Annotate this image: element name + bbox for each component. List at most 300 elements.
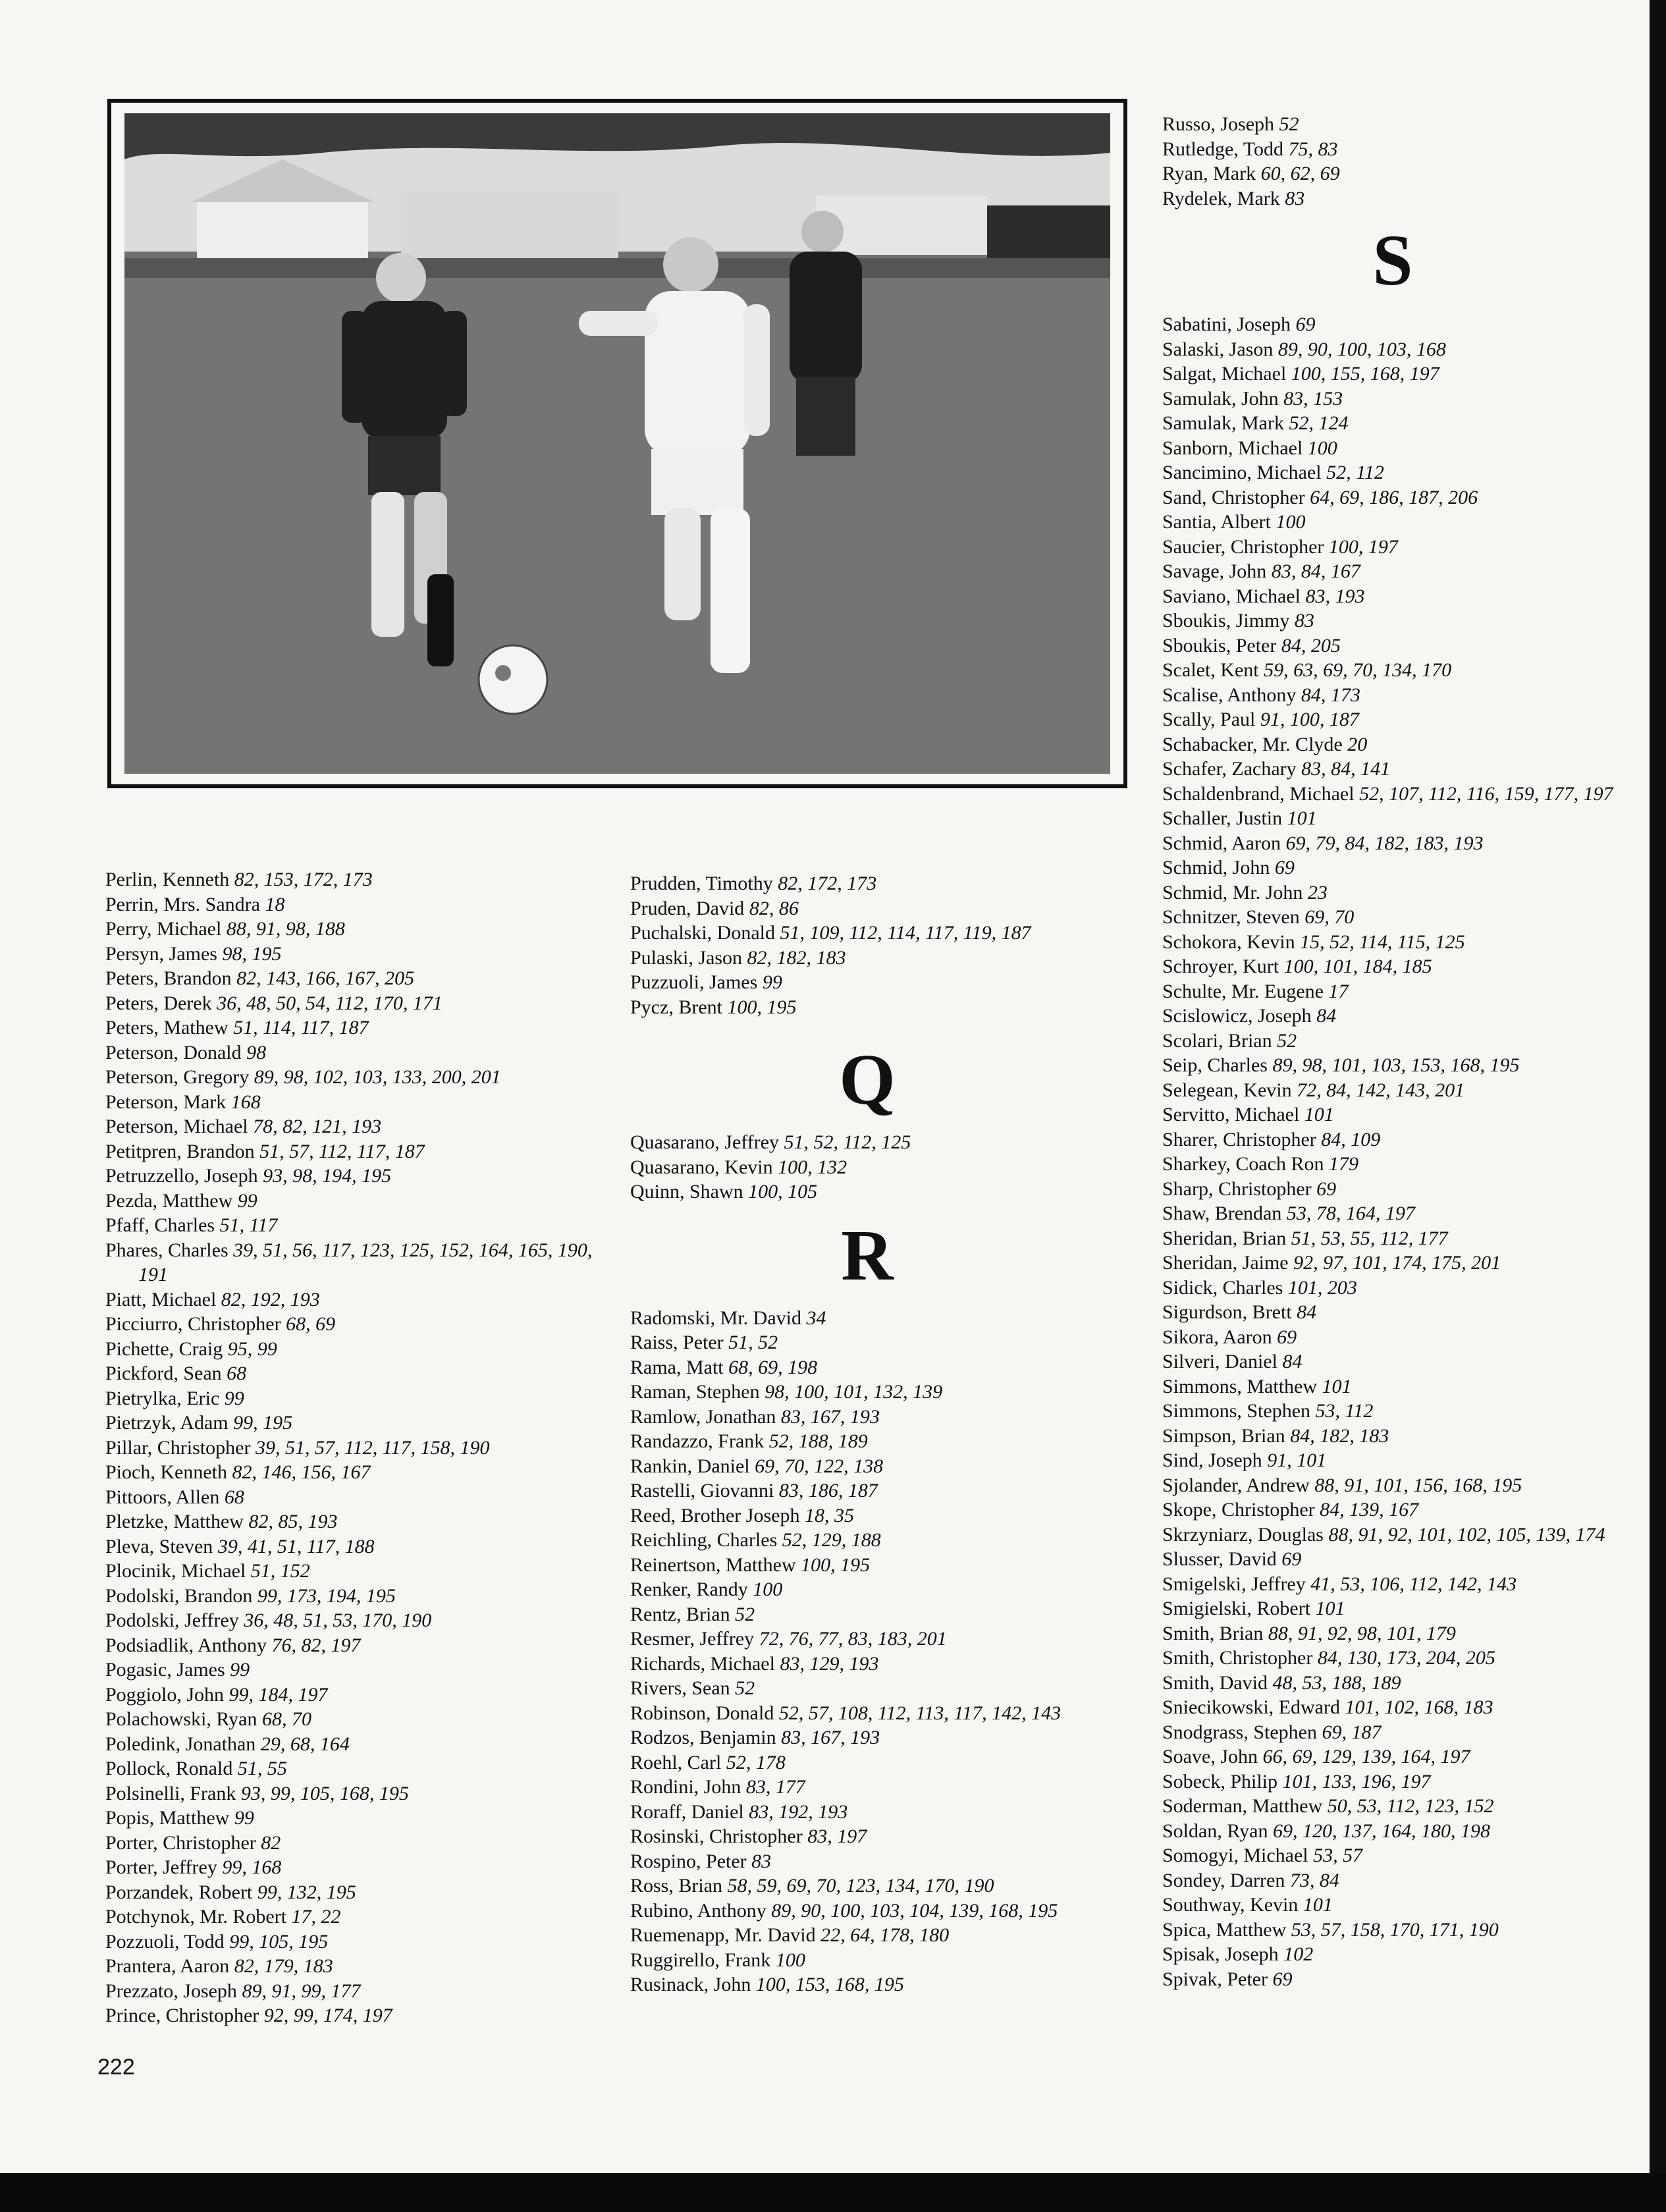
entry-name: Schnitzer, Steven [1162, 906, 1300, 928]
entry-name: Silveri, Daniel [1162, 1351, 1277, 1372]
entry-name: Renker, Randy [630, 1578, 748, 1600]
entry-pages: 52, 129, 188 [782, 1529, 881, 1551]
entry-name: Santia, Albert [1162, 511, 1271, 533]
entry-name: Schaller, Justin [1162, 807, 1283, 829]
entry-pages: 98, 100, 101, 132, 139 [765, 1381, 943, 1403]
entry-name: Pletzke, Matthew [105, 1511, 244, 1532]
entry-name: Quinn, Shawn [630, 1181, 743, 1202]
entry-name: Pogasic, James [105, 1659, 225, 1681]
index-entry [1162, 1646, 1623, 1671]
index-entry [1162, 1893, 1623, 1918]
index-entry [630, 970, 1131, 995]
soccer-photo-illustration [124, 113, 1110, 774]
entry-pages: 83 [1294, 610, 1314, 632]
entry-name: Roraff, Daniel [630, 1800, 744, 1823]
entry-pages: 99, 173, 194, 195 [257, 1584, 396, 1607]
entry-pages: 64, 69, 186, 187, 206 [1310, 486, 1478, 508]
entry-pages: 100, 197 [1328, 535, 1398, 558]
entry-name: Scalet, Kent [1162, 659, 1259, 681]
index-entry [105, 1929, 619, 1955]
entry-name: Pycz, Brent [630, 996, 722, 1018]
entry-pages: 179 [1329, 1153, 1359, 1175]
index-entry [1162, 1819, 1623, 1844]
entry-pages: 36, 48, 50, 54, 112, 170, 171 [217, 992, 443, 1014]
index-entry [105, 1658, 619, 1683]
index-entry [105, 1436, 619, 1461]
entry-pages: 51, 53, 55, 112, 177 [1291, 1227, 1448, 1249]
entry-name: Plocinik, Michael [105, 1560, 246, 1582]
entry-name: Schmid, John [1162, 857, 1270, 878]
entry-name: Peters, Brandon [105, 967, 232, 989]
entry-pages: 82 [261, 1831, 281, 1854]
entry-name: Sancimino, Michael [1162, 462, 1322, 483]
entry-pages: 89, 98, 102, 103, 133, 200, 201 [254, 1066, 501, 1088]
entry-pages: 51, 52, 112, 125 [784, 1131, 911, 1153]
entry-pages: 58, 59, 69, 70, 123, 134, 170, 190 [727, 1875, 994, 1897]
entry-name: Skrzyniarz, Douglas [1162, 1523, 1324, 1546]
entry-pages: 83, 84, 167 [1271, 560, 1360, 582]
entry-name: Sheridan, Brian [1162, 1227, 1287, 1249]
index-entry [1162, 584, 1623, 609]
entry-name: Quasarano, Kevin [630, 1156, 773, 1178]
entry-pages: 100, 195 [801, 1553, 871, 1576]
entry-pages: 83 [751, 1850, 772, 1872]
index-entry [1162, 112, 1623, 137]
entry-pages: 20 [1347, 733, 1368, 755]
index-entry [630, 1923, 1131, 1948]
index-entry [105, 1781, 619, 1806]
entry-name: Selegean, Kevin [1162, 1079, 1292, 1101]
entry-pages: 93, 99, 105, 168, 195 [240, 1782, 409, 1804]
entry-pages: 17 [1328, 980, 1349, 1002]
index-entry [630, 1676, 1131, 1701]
index-entry [1162, 1226, 1623, 1251]
index-entry [630, 1972, 1131, 1997]
entry-pages: 48, 53, 188, 189 [1272, 1671, 1401, 1694]
index-column-left [105, 867, 619, 2028]
entry-name: Richards, Michael [630, 1652, 775, 1675]
entry-name: Poggiolo, John [105, 1683, 225, 1706]
entry-name: Ross, Brian [630, 1875, 723, 1897]
index-entry [105, 942, 619, 967]
index-entry [105, 917, 619, 942]
photo-fence [124, 258, 1110, 278]
index-entry [1162, 559, 1623, 584]
entry-name: Smith, Christopher [1162, 1647, 1313, 1669]
index-entry [1162, 1177, 1623, 1202]
index-entry [1162, 1448, 1623, 1473]
index-entry [630, 1478, 1131, 1503]
index-entry [630, 921, 1131, 946]
entry-name: Samulak, John [1162, 387, 1279, 410]
index-entry [630, 1330, 1131, 1355]
entry-pages: 93, 98, 194, 195 [263, 1165, 392, 1187]
entry-pages: 69, 70, 122, 138 [755, 1455, 884, 1477]
entry-pages: 60, 62, 69 [1260, 163, 1340, 184]
index-entry [1162, 1596, 1623, 1621]
index-entry [105, 1213, 619, 1238]
entry-name: Pichette, Craig [105, 1337, 223, 1360]
index-entry [1162, 1424, 1623, 1449]
entry-pages: 99 [762, 971, 782, 993]
entry-name: Sboukis, Peter [1162, 634, 1277, 657]
entry-name: Schabacker, Mr. Clyde [1162, 733, 1343, 755]
entry-name: Peters, Derek [105, 992, 212, 1014]
entry-name: Sind, Joseph [1162, 1449, 1262, 1471]
entry-name: Peterson, Mark [105, 1091, 227, 1113]
entry-pages: 99, 105, 195 [229, 1930, 329, 1953]
entry-name: Somogyi, Michael [1162, 1845, 1308, 1866]
entry-name: Smigelski, Jeffrey [1162, 1573, 1306, 1595]
entry-name: Picciurro, Christopher [105, 1313, 281, 1335]
scan-edge-right [1650, 0, 1666, 2212]
entry-name: Soldan, Ryan [1162, 1820, 1268, 1842]
entry-name: Polsinelli, Frank [105, 1782, 236, 1804]
index-entry [1162, 1325, 1623, 1350]
index-entry [1162, 1300, 1623, 1325]
entry-name: Schmid, Mr. John [1162, 881, 1303, 904]
entry-pages: 68 [224, 1486, 244, 1508]
entry-name: Sondey, Darren [1162, 1869, 1285, 1891]
index-entry [105, 1090, 619, 1115]
entry-pages: 68, 69 [286, 1313, 336, 1335]
index-entry [630, 1130, 1131, 1155]
entry-pages: 69 [1316, 1177, 1337, 1200]
index-entry [105, 892, 619, 917]
index-entry [1162, 880, 1623, 905]
entry-name: Schroyer, Kurt [1162, 956, 1279, 977]
entry-pages: 52 [735, 1677, 755, 1699]
entry-pages: 83, 153 [1283, 387, 1343, 410]
index-entry [1162, 1497, 1623, 1523]
entry-pages: 50, 53, 112, 123, 152 [1327, 1795, 1494, 1817]
entry-pages: 83 [1285, 187, 1305, 209]
index-entry [105, 1831, 619, 1856]
index-entry [630, 1800, 1131, 1825]
index-entry [105, 1114, 619, 1139]
entry-name: Sharkey, Coach Ron [1162, 1153, 1324, 1175]
entry-pages: 84 [1316, 1005, 1337, 1027]
entry-pages: 52, 178 [726, 1751, 786, 1773]
entry-pages: 52, 107, 112, 116, 159, 177, 197 [1359, 782, 1613, 805]
index-entry [105, 1460, 619, 1485]
soccer-ball [479, 645, 547, 714]
index-entry [1162, 1029, 1623, 1054]
index-column-right [1162, 112, 1623, 1991]
entry-pages: 69, 120, 137, 164, 180, 198 [1272, 1820, 1490, 1842]
photo-frame [107, 99, 1127, 788]
entry-name: Soave, John [1162, 1746, 1258, 1767]
index-entry [1162, 1276, 1623, 1301]
entry-pages: 101 [1322, 1375, 1352, 1397]
index-entry [1162, 1102, 1623, 1127]
entry-name: Sheridan, Jaime [1162, 1252, 1289, 1274]
entry-name: Prezzato, Joseph [105, 1980, 237, 2002]
entry-pages: 84, 182, 183 [1290, 1424, 1389, 1447]
index-entry [1162, 460, 1623, 485]
entry-pages: 15, 52, 114, 115, 125 [1300, 931, 1465, 953]
index-entry [105, 991, 619, 1016]
entry-name: Phares, Charles [105, 1239, 228, 1261]
index-entry [105, 1608, 619, 1633]
entry-name: Rospino, Peter [630, 1850, 747, 1872]
entry-pages: 68, 70 [261, 1708, 311, 1730]
entry-name: Persyn, James [105, 942, 217, 965]
soccer-photo [124, 113, 1110, 774]
entry-name: Samulak, Mark [1162, 412, 1284, 434]
entry-name: Schokora, Kevin [1162, 931, 1295, 953]
entry-name: Reichling, Charles [630, 1529, 778, 1551]
index-entry [105, 1411, 619, 1436]
entry-pages: 66, 69, 129, 139, 164, 197 [1262, 1746, 1470, 1767]
index-entry [630, 1429, 1131, 1454]
entry-pages: 22, 64, 178, 180 [820, 1924, 950, 1946]
entry-pages: 92, 99, 174, 197 [263, 2005, 392, 2026]
entry-pages: 53, 112 [1315, 1400, 1374, 1422]
index-entry [1162, 411, 1623, 436]
entry-name: Seip, Charles [1162, 1054, 1268, 1076]
index-entry [105, 1386, 619, 1411]
entry-name: Resmer, Jeffrey [630, 1628, 755, 1650]
entry-pages: 82, 153, 172, 173 [234, 869, 373, 890]
index-entry [1162, 1374, 1623, 1399]
entry-name: Skope, Christopher [1162, 1499, 1315, 1521]
entry-name: Rankin, Daniel [630, 1455, 750, 1477]
index-entry [1162, 362, 1623, 387]
entry-name: Prudden, Timothy [630, 873, 773, 894]
index-entry [1162, 312, 1623, 337]
index-entry [1162, 1399, 1623, 1424]
entry-name: Sjolander, Andrew [1162, 1474, 1310, 1496]
entry-name: Rodzos, Benjamin [630, 1727, 776, 1748]
index-entry [1162, 806, 1623, 831]
index-entry [105, 1534, 619, 1559]
entry-name: Ruemenapp, Mr. David [630, 1924, 816, 1946]
index-entry [630, 1948, 1131, 1973]
index-entry [1162, 608, 1623, 634]
entry-name: Pietrzyk, Adam [105, 1412, 228, 1434]
index-entry [630, 1775, 1131, 1800]
entry-name: Prantera, Aaron [105, 1955, 230, 1977]
entry-name: Snodgrass, Stephen [1162, 1721, 1317, 1743]
entry-pages: 72, 84, 142, 143, 201 [1297, 1079, 1465, 1101]
entry-pages: 83, 167, 193 [781, 1727, 880, 1748]
index-entry [1162, 1695, 1623, 1720]
entry-pages: 88, 91, 101, 156, 168, 195 [1314, 1474, 1522, 1496]
index-entry [630, 1380, 1131, 1405]
index-entry [105, 1485, 619, 1510]
index-entry [1162, 1967, 1623, 1992]
index-entry [1162, 387, 1623, 412]
scan-edge-bottom [0, 2173, 1666, 2212]
entry-pages: 101, 203 [1287, 1276, 1357, 1299]
entry-pages: 29, 68, 164 [260, 1733, 350, 1755]
index-entry [105, 1904, 619, 1929]
entry-name: Smith, Brian [1162, 1622, 1264, 1644]
index-entry [1162, 1794, 1623, 1819]
entry-pages: 99, 195 [233, 1412, 293, 1434]
entry-pages: 98, 195 [222, 942, 282, 965]
entry-pages: 82, 86 [749, 897, 799, 919]
entry-name: Soderman, Matthew [1162, 1795, 1323, 1817]
entry-name: Servitto, Michael [1162, 1104, 1300, 1125]
entry-name: Pickford, Sean [105, 1362, 222, 1384]
entry-pages: 53, 57, 158, 170, 171, 190 [1291, 1918, 1499, 1941]
entry-pages: 101 [1287, 807, 1317, 829]
entry-name: Sidick, Charles [1162, 1276, 1283, 1299]
entry-name: Ruggirello, Frank [630, 1949, 771, 1971]
index-entry [630, 1652, 1131, 1677]
index-entry [630, 896, 1131, 921]
entry-name: Peters, Mathew [105, 1017, 228, 1039]
entry-pages: 52, 57, 108, 112, 113, 117, 142, 143 [778, 1702, 1061, 1724]
entry-pages: 100 [1307, 437, 1337, 459]
index-entry [105, 1189, 619, 1214]
index-entry [1162, 1349, 1623, 1374]
entry-name: Rosinski, Christopher [630, 1825, 803, 1847]
entry-pages: 18, 35 [804, 1504, 854, 1526]
entry-name: Polachowski, Ryan [105, 1708, 257, 1730]
index-entry [105, 1584, 619, 1609]
index-entry [630, 1627, 1131, 1652]
entry-name: Puchalski, Donald [630, 922, 775, 944]
entry-pages: 84, 205 [1281, 634, 1341, 657]
entry-name: Piatt, Michael [105, 1288, 217, 1310]
index-entry [1162, 137, 1623, 162]
index-entry [1162, 757, 1623, 782]
entry-name: Southway, Kevin [1162, 1894, 1299, 1916]
entry-pages: 100, 132 [778, 1156, 847, 1178]
index-entry [105, 1287, 619, 1312]
index-entry [1162, 1671, 1623, 1696]
entry-pages: 101 [1304, 1104, 1334, 1125]
index-entry [1162, 1621, 1623, 1646]
entry-name: Pfaff, Charles [105, 1214, 215, 1236]
index-entry [1162, 1720, 1623, 1745]
entry-name: Spica, Matthew [1162, 1918, 1287, 1941]
index-entry [105, 1040, 619, 1066]
page-number: 222 [97, 2055, 135, 2080]
entry-name: Spisak, Joseph [1162, 1943, 1279, 1965]
index-group-q [630, 1130, 1131, 1204]
index-entry [630, 1899, 1131, 1924]
index-entry [105, 1337, 619, 1362]
entry-pages: 83, 167, 193 [780, 1405, 880, 1428]
entry-name: Podolski, Jeffrey [105, 1609, 239, 1631]
entry-name: Podolski, Brandon [105, 1584, 253, 1607]
index-entry [1162, 535, 1623, 560]
entry-name: Pittoors, Allen [105, 1486, 220, 1508]
entry-name: Rentz, Brian [630, 1603, 730, 1625]
index-entry [630, 946, 1131, 971]
index-entry [630, 995, 1131, 1020]
entry-pages: 51, 117 [219, 1214, 278, 1236]
entry-pages: 84, 139, 167 [1320, 1499, 1419, 1521]
index-entry [105, 1979, 619, 2004]
entry-name: Pozzuoli, Todd [105, 1930, 225, 1953]
entry-pages: 89, 98, 101, 103, 153, 168, 195 [1272, 1054, 1520, 1076]
index-entry [105, 1756, 619, 1781]
index-entry [630, 1155, 1131, 1180]
index-group-r [630, 1306, 1131, 1997]
index-entry [1162, 510, 1623, 535]
entry-pages: 100, 101, 184, 185 [1283, 956, 1432, 977]
entry-pages: 88, 91, 92, 98, 101, 179 [1268, 1622, 1456, 1644]
entry-pages: 99 [234, 1807, 254, 1829]
entry-pages: 39, 51, 56, 117, 123, 125, 152, 164, 165, 190, 191 [138, 1239, 593, 1285]
entry-pages: 34 [806, 1307, 826, 1329]
entry-name: Poledink, Jonathan [105, 1733, 256, 1755]
index-entry [1162, 1473, 1623, 1498]
entry-name: Sanborn, Michael [1162, 437, 1303, 459]
entry-pages: 52 [1279, 113, 1299, 135]
entry-name: Porzandek, Robert [105, 1881, 253, 1903]
photo-house-mid [401, 192, 618, 265]
index-entry [1162, 1523, 1623, 1548]
index-entry [630, 1454, 1131, 1479]
entry-pages: 100, 105 [748, 1181, 818, 1202]
index-entry [1162, 1152, 1623, 1177]
entry-name: Sand, Christopher [1162, 486, 1305, 508]
index-column-middle [630, 871, 1131, 1997]
entry-pages: 84, 173 [1301, 684, 1360, 706]
entry-pages: 69, 79, 84, 182, 183, 193 [1285, 832, 1484, 854]
index-entry [1162, 186, 1623, 211]
letter-heading-q: Q [839, 1039, 896, 1119]
index-entry [105, 2003, 619, 2028]
entry-pages: 59, 63, 69, 70, 134, 170 [1264, 659, 1452, 681]
index-entry [105, 1732, 619, 1757]
entry-pages: 100, 155, 168, 197 [1291, 363, 1439, 385]
entry-name: Rutledge, Todd [1162, 138, 1283, 160]
entry-pages: 69 [1272, 1968, 1293, 1990]
entry-name: Sobeck, Philip [1162, 1770, 1278, 1793]
index-entry [630, 871, 1131, 896]
index-entry [630, 1179, 1131, 1204]
entry-pages: 83, 197 [807, 1825, 867, 1847]
entry-name: Russo, Joseph [1162, 113, 1275, 135]
entry-pages: 39, 41, 51, 117, 188 [217, 1535, 375, 1557]
entry-name: Sikora, Aaron [1162, 1326, 1272, 1348]
entry-name: Smigielski, Robert [1162, 1598, 1310, 1619]
entry-pages: 51, 55 [237, 1758, 287, 1779]
entry-pages: 83, 84, 141 [1301, 758, 1391, 780]
entry-name: Ramlow, Jonathan [630, 1405, 776, 1428]
entry-pages: 91, 100, 187 [1260, 709, 1359, 730]
entry-name: Perry, Michael [105, 918, 222, 940]
entry-pages: 101 [1303, 1894, 1333, 1916]
index-entry [105, 867, 619, 892]
entry-pages: 69 [1274, 857, 1295, 878]
entry-name: Potchynok, Mr. Robert [105, 1906, 286, 1928]
entry-pages: 41, 53, 106, 112, 142, 143 [1310, 1573, 1517, 1595]
index-entry [1162, 337, 1623, 362]
entry-pages: 69 [1277, 1326, 1297, 1348]
entry-name: Pioch, Kenneth [105, 1461, 227, 1483]
entry-pages: 84, 130, 173, 204, 205 [1317, 1647, 1495, 1669]
entry-name: Sharer, Christopher [1162, 1128, 1316, 1150]
entry-name: Sboukis, Jimmy [1162, 610, 1290, 632]
entry-name: Simmons, Stephen [1162, 1400, 1311, 1422]
entry-name: Ryan, Mark [1162, 163, 1256, 184]
entry-name: Scalise, Anthony [1162, 684, 1297, 706]
index-entry [105, 1707, 619, 1732]
entry-name: Sigurdson, Brett [1162, 1301, 1292, 1323]
entry-name: Pollock, Ronald [105, 1758, 233, 1779]
entry-pages: 51, 109, 112, 114, 117, 119, 187 [780, 922, 1031, 944]
entry-pages: 88, 91, 98, 188 [226, 918, 345, 940]
entry-pages: 52, 112 [1326, 462, 1384, 483]
